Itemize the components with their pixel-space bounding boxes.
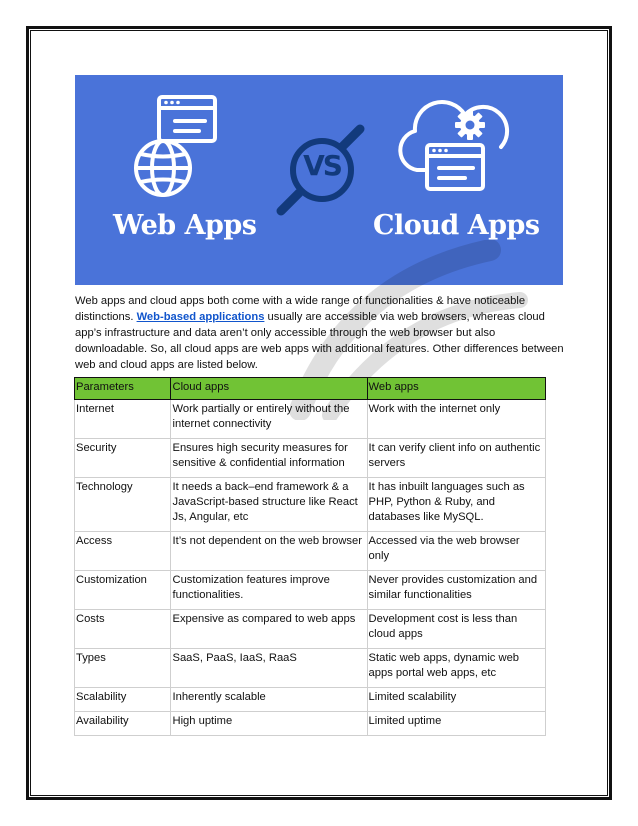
cloud-apps-cell: Customization features improve functionalities. (171, 571, 367, 610)
table-row (75, 478, 546, 532)
parameter-cell: Access (75, 532, 171, 571)
cloud-apps-cell: Ensures high security measures for sensitive & confidential information (171, 439, 367, 478)
window-dots-icon (432, 149, 448, 153)
gear-icon (455, 110, 485, 140)
cloud-apps-cell: Work partially or entirely without the internet connectivity (171, 400, 367, 439)
table-row (75, 439, 546, 478)
web-apps-cell: Work with the internet only (367, 400, 545, 439)
web-apps-cell: Limited uptime (367, 712, 545, 736)
web-apps-cell: Static web apps, dynamic web apps portal web apps, etc (367, 649, 545, 688)
table-row (75, 571, 546, 610)
table-row (75, 649, 546, 688)
web-apps-cell: Never provides customization and similar functionalities (367, 571, 545, 610)
web-based-applications-link[interactable]: Web-based applications (136, 311, 265, 323)
cloud-apps-cell: High uptime (171, 712, 367, 736)
column-header-cloud-apps: Cloud apps (171, 378, 367, 400)
table-row (75, 610, 546, 649)
table-row (75, 688, 546, 712)
web-apps-cell: Accessed via the web browser only (367, 532, 545, 571)
web-apps-cell: Limited scalability (367, 688, 545, 712)
parameter-cell: Technology (75, 478, 171, 532)
table-header-row (75, 378, 546, 400)
cloud-apps-cell: SaaS, PaaS, IaaS, RaaS (171, 649, 367, 688)
web-apps-cell: Development cost is less than cloud apps (367, 610, 545, 649)
intro-text-before: Web apps and cloud apps both come with a wide range of functionalities & have noticeable distinctions. (75, 295, 526, 323)
web-apps-cell: It can verify client info on authentic servers (367, 439, 545, 478)
table-row (75, 400, 546, 439)
browser-dots-icon (164, 101, 180, 105)
web-apps-title: Web Apps (113, 210, 257, 241)
cloud-app-icon (400, 102, 507, 189)
web-browser-globe-icon (136, 97, 215, 195)
parameter-cell: Costs (75, 610, 171, 649)
table-row (75, 712, 546, 736)
intro-text-after: usually are accessible via web browsers, whereas cloud app’s infrastructure and data aren’t only accessible through the web browser but also downloadable. So, all cloud apps are web apps with additional features. Other differences between web and cloud apps are listed below. (75, 311, 564, 371)
hero-banner (75, 75, 563, 285)
intro-paragraph (75, 293, 565, 373)
web-apps-cell: It has inbuilt languages such as PHP, Python & Ruby, and databases like MySQL. (367, 478, 545, 532)
cloud-apps-cell: It’s not dependent on the web browser (171, 532, 367, 571)
cloud-apps-title: Cloud Apps (373, 210, 540, 241)
column-header-parameters: Parameters (75, 378, 171, 400)
cloud-apps-cell: Inherently scalable (171, 688, 367, 712)
parameter-cell: Availability (75, 712, 171, 736)
vs-label: VS (303, 149, 341, 182)
parameter-cell: Customization (75, 571, 171, 610)
column-header-web-apps: Web apps (367, 378, 545, 400)
cloud-apps-cell: Expensive as compared to web apps (171, 610, 367, 649)
parameter-cell: Scalability (75, 688, 171, 712)
parameter-cell: Security (75, 439, 171, 478)
table-row (75, 532, 546, 571)
parameter-cell: Internet (75, 400, 171, 439)
parameter-cell: Types (75, 649, 171, 688)
comparison-table (74, 377, 546, 736)
cloud-apps-cell: It needs a back–end framework & a JavaScript-based structure like React Js, Angular, etc (171, 478, 367, 532)
